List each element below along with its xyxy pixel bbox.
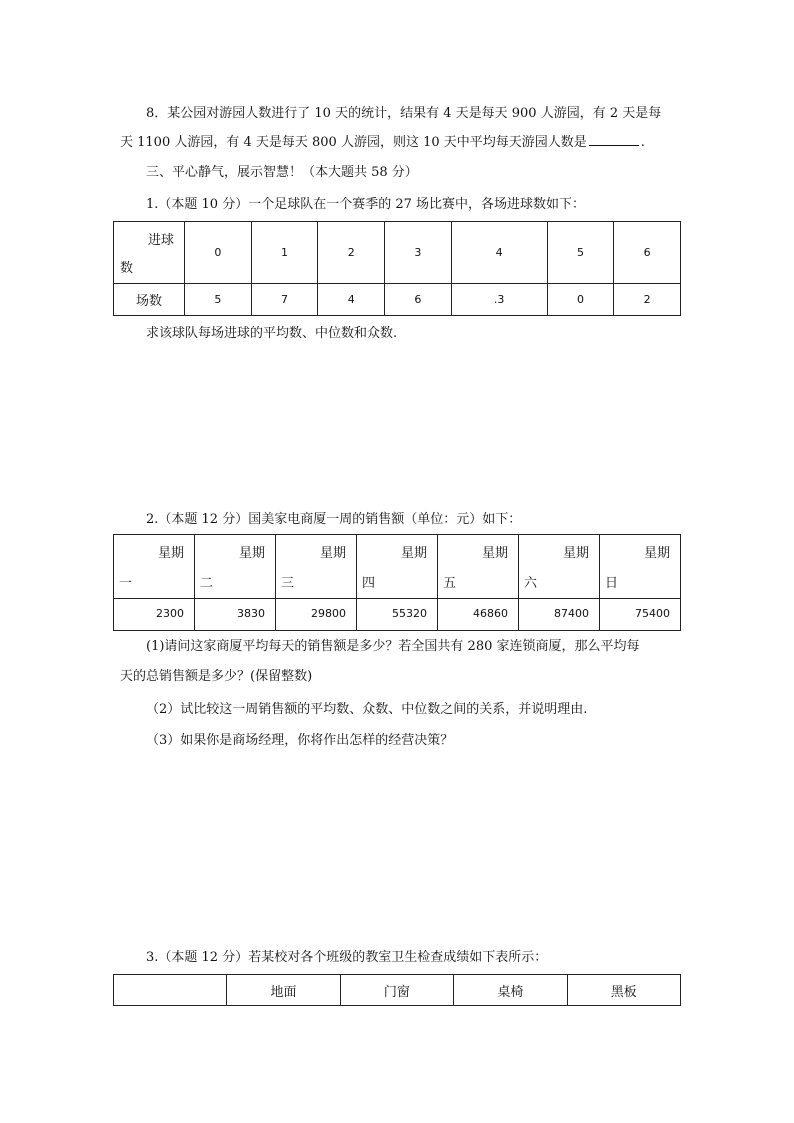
- sales-value: 55320: [392, 607, 427, 620]
- sales-value: 75400: [635, 607, 670, 620]
- table-cell: 1: [251, 222, 318, 284]
- problem2-intro: 2.（本题 12 分）国美家电商厦一周的销售额（单位：元）如下：: [146, 512, 522, 527]
- table-cell: 4: [318, 284, 385, 316]
- table-header-cell: 门窗: [340, 975, 453, 1006]
- header-label-bottom: 数: [120, 261, 134, 276]
- problem1-question: 求该球队每场进球的平均数、中位数和众数.: [146, 326, 398, 341]
- day-label-bottom: 六: [524, 576, 538, 591]
- table-cell: 5: [547, 222, 614, 284]
- day-label-top: 星期: [643, 546, 670, 561]
- sales-value: 87400: [554, 607, 589, 620]
- sales-table: [113, 534, 681, 631]
- table-row: [114, 222, 681, 284]
- table-cell: 5: [185, 284, 252, 316]
- section-title: 三、平心静气，展示智慧！（本大题共 58 分）: [146, 165, 418, 180]
- problem1-intro: 1.（本题 10 分）一个足球队在一个赛季的 27 场比赛中，各场进球数如下：: [146, 197, 586, 212]
- sales-value: 2300: [156, 607, 184, 620]
- goals-table: [113, 221, 681, 316]
- table-cell: 7: [251, 284, 318, 316]
- table-cell: [438, 599, 519, 631]
- day-label-top: 星期: [481, 546, 508, 561]
- day-label-top: 星期: [238, 546, 265, 561]
- day-label-bottom: 四: [362, 576, 376, 591]
- header-label-top: 进球: [148, 233, 175, 248]
- day-label-bottom: 五: [443, 576, 457, 591]
- table-cell: 3: [385, 222, 452, 284]
- table-header-cell: [600, 535, 681, 599]
- table-cell: 6: [385, 284, 452, 316]
- hygiene-table: [113, 974, 681, 1006]
- problem3-intro: 3.（本题 12 分）若某校对各个班级的教室卫生检查成绩如下表所示：: [146, 950, 548, 965]
- table-row: [114, 535, 681, 599]
- table-cell: 0: [185, 222, 252, 284]
- q8-line2-end: .: [640, 135, 645, 150]
- table-header-cell: 地面: [227, 975, 340, 1006]
- table-cell: [600, 599, 681, 631]
- sales-value: 29800: [311, 607, 346, 620]
- day-label-top: 星期: [400, 546, 427, 561]
- table-header-cell: 黑板: [567, 975, 680, 1006]
- problem2-q3: （3）如果你是商场经理，你将作出怎样的经营决策？: [146, 733, 454, 748]
- table-cell: .3: [451, 284, 547, 316]
- day-label-bottom: 一: [119, 576, 133, 591]
- q8-line1: 8．某公园对游园人数进行了 10 天的统计，结果有 4 天是每天 900 人游园，有 2 天是每: [146, 106, 662, 121]
- table-header-cell: [114, 975, 227, 1006]
- table-header-cell: [519, 535, 600, 599]
- q8-line2: [120, 133, 645, 153]
- day-label-bottom: 二: [200, 576, 214, 591]
- table-header-cell: [357, 535, 438, 599]
- table-header-cell: [195, 535, 276, 599]
- day-label-top: 星期: [319, 546, 346, 561]
- table-header-cell: 场数: [114, 284, 185, 316]
- q8-line2-text: 天 1100 人游园，有 4 天是每天 800 人游园，则这 10 天中平均每天游园人数是: [120, 135, 587, 150]
- table-cell: [357, 599, 438, 631]
- table-cell: 2: [318, 222, 385, 284]
- table-header-cell: [114, 535, 195, 599]
- table-header-cell: 桌椅: [454, 975, 567, 1006]
- table-header-cell: [438, 535, 519, 599]
- table-cell: [114, 599, 195, 631]
- problem2-q1-line2: 天的总销售额是多少？(保留整数): [120, 669, 313, 684]
- day-label-bottom: 日: [605, 576, 619, 591]
- table-cell: [195, 599, 276, 631]
- table-cell: [519, 599, 600, 631]
- problem2-q1-line1: (1)请问这家商厦平均每天的销售额是多少？若全国共有 280 家连锁商厦，那么平均每: [146, 639, 640, 654]
- table-header-cell: [276, 535, 357, 599]
- sales-value: 46860: [473, 607, 508, 620]
- day-label-top: 星期: [562, 546, 589, 561]
- table-cell: [276, 599, 357, 631]
- table-cell: 0: [547, 284, 614, 316]
- table-row: [114, 284, 681, 316]
- day-label-top: 星期: [157, 546, 184, 561]
- problem2-q2: （2）试比较这一周销售额的平均数、众数、中位数之间的关系，并说明理由.: [146, 702, 588, 717]
- answer-blank: [589, 133, 639, 146]
- day-label-bottom: 三: [281, 576, 295, 591]
- table-header-cell: [114, 222, 185, 284]
- table-cell: 4: [451, 222, 547, 284]
- sales-value: 3830: [237, 607, 265, 620]
- table-row: [114, 599, 681, 631]
- table-cell: 6: [614, 222, 681, 284]
- table-row: [114, 975, 681, 1006]
- table-cell: 2: [614, 284, 681, 316]
